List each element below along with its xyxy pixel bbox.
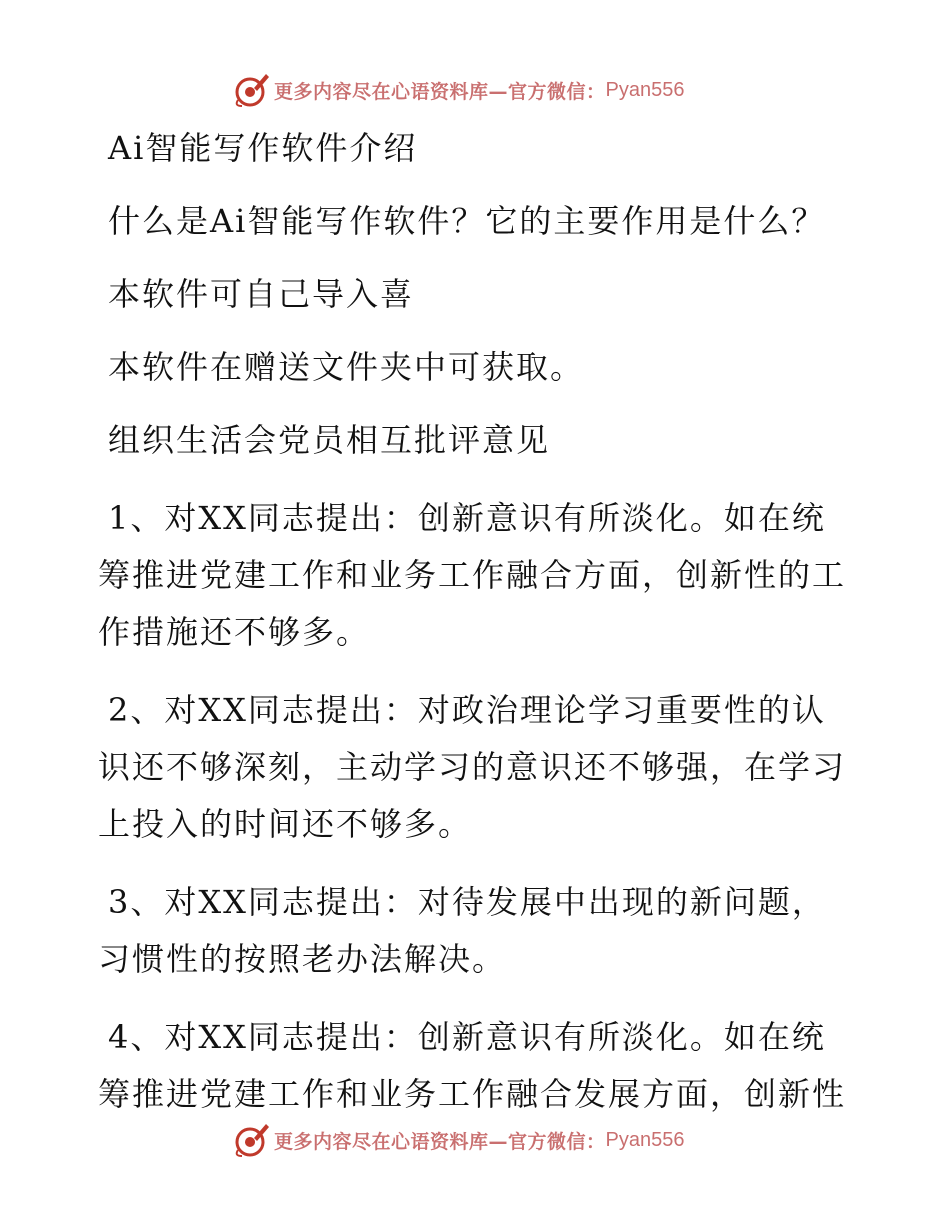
watermark-header [232, 70, 732, 110]
pen-logo-icon [232, 70, 272, 110]
paragraph-line: 作措施还不够多。 [98, 613, 371, 651]
paragraph-line: 1、对XX同志提出：创新意识有所淡化。如在统 [108, 499, 826, 537]
watermark-footer [232, 1120, 732, 1160]
pen-logo-icon [232, 1120, 272, 1160]
doc-title: Ai智能写作软件介绍 [108, 129, 418, 167]
paragraph-line: 上投入的时间还不够多。 [98, 805, 473, 843]
doc-line: 本软件在赠送文件夹中可获取。 [108, 348, 585, 386]
watermark-id: Pyan556 [605, 78, 685, 101]
paragraph-line: 4、对XX同志提出：创新意识有所淡化。如在统 [108, 1018, 826, 1056]
doc-line: 本软件可自己导入喜 [108, 275, 415, 313]
paragraph-line: 筹推进党建工作和业务工作融合发展方面，创新性 [98, 1075, 847, 1113]
paragraph-line: 识还不够深刻，主动学习的意识还不够强，在学习 [98, 748, 847, 786]
paragraph-line: 3、对XX同志提出：对待发展中出现的新问题， [108, 883, 826, 921]
section-heading: 组织生活会党员相互批评意见 [108, 421, 551, 459]
paragraph-line: 习惯性的按照老办法解决。 [98, 940, 507, 978]
watermark-text: 更多内容尽在心语资料库—官方微信： [274, 80, 606, 103]
doc-question: 什么是Ai智能写作软件？它的主要作用是什么？ [108, 202, 826, 240]
watermark-text: 更多内容尽在心语资料库—官方微信： [274, 1130, 606, 1153]
watermark-id: Pyan556 [605, 1128, 685, 1151]
paragraph-line: 筹推进党建工作和业务工作融合方面，创新性的工 [98, 556, 847, 594]
paragraph-line: 2、对XX同志提出：对政治理论学习重要性的认 [108, 691, 826, 729]
